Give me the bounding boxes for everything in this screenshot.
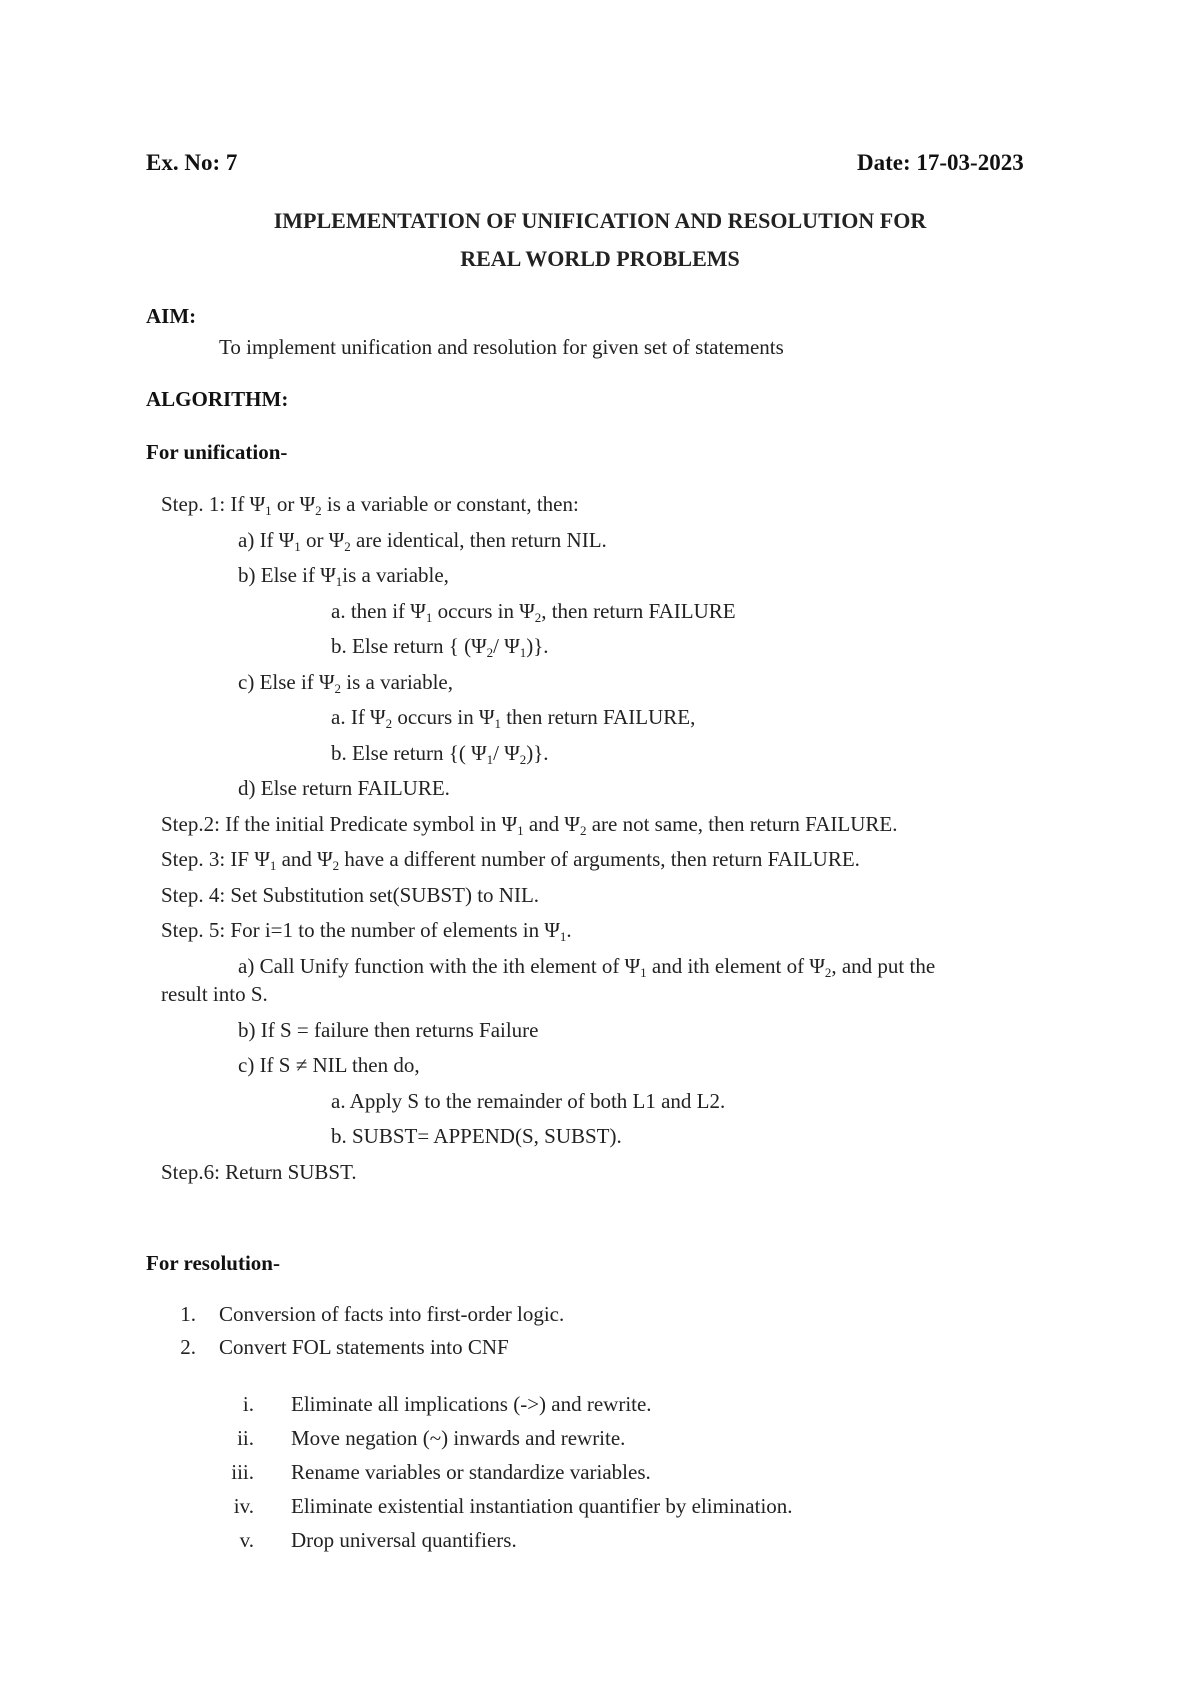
unification-step-1c-b: b. Else return {( $\Psi_1/$ $\Psi_2$)}. — [331, 741, 549, 767]
unification-step-1c-a: a. If $\Psi_2$ occurs in $\Psi_1$ then return FAILURE, — [331, 705, 696, 731]
unification-step-6: Step.6: Return SUBST. — [161, 1160, 357, 1184]
unification-step-5: Step. 5: For i=1 to the number of elements in $\Psi_1$. — [161, 918, 572, 944]
unification-step-3: Step. 3: IF $\Psi_1$ and $\Psi_2$ have a different number of arguments, then return FAILURE. — [161, 847, 860, 873]
aim-heading: AIM: — [146, 304, 197, 328]
aim-text: To implement unification and resolution for given set of statements — [219, 335, 784, 359]
unification-step-1b-b: b. Else return { ($\Psi_2/$ $\Psi_1$)}. — [331, 634, 549, 660]
unification-step-2: Step.2: If the initial Predicate symbol in $\Psi_1$ and $\Psi_2$ are not same, then return FAILURE. — [161, 812, 898, 838]
unification-step-5b: b) If S = failure then returns Failure — [238, 1018, 539, 1042]
unification-heading: For unification- — [146, 440, 288, 464]
unification-step-5c-a: a. Apply S to the remainder of both L1 and L2. — [331, 1089, 726, 1113]
page-title-line-1: IMPLEMENTATION OF UNIFICATION AND RESOLUTION FOR — [273, 208, 927, 233]
unification-step-5a-line-2: result into S. — [161, 982, 268, 1006]
unification-step-5c-b: b. SUBST= APPEND(S, SUBST). — [331, 1124, 622, 1148]
unification-step-4: Step. 4: Set Substitution set(SUBST) to NIL. — [161, 883, 540, 907]
exercise-number: Ex. No: 7 — [146, 150, 238, 175]
unification-step-1b: b) Else if $\Psi_1is$ a variable, — [238, 563, 449, 589]
algorithm-heading: ALGORITHM: — [146, 387, 289, 411]
document-page: Ex. No: 7 Date: 17-03-2023 IMPLEMENTATION OF UNIFICATION AND RESOLUTION FOR REAL WORLD PROBLEMS AIM: To implement unification and resolution for given set of statements ALGORITHM: For unification- Step. 1: If $\Psi_1$ or $\Psi_2$ is a variable or constant, then: a) If $\Psi_1$ or $\Psi_2$ are identical, then return NIL. b) Else if $\Psi_1is$ a variable, a. then if $\Psi_1$ occurs in $\Psi_2$, then return FAILURE b. Else return { ($\Psi_2/$ $\Psi_1$)}. c) Else if $\Psi_2$ is a variable, a. If $\Psi_2$ occurs in $\Psi_1$ then return FAILURE, b. Else return {( $\Psi_1/$ $\Psi_2$)}. d) Else return FAILURE. Step.2: If the initial Predicate symbol in $\Psi_1$ and $\Psi_2$ are not same, then return FAILURE. Step. 3: IF $\Psi_1$ and $\Psi_2$ have a different number of arguments, then return FAILURE. Step. 4: Set Substitution set(SUBST) to NIL. Step. 5: For i=1 to the number of elements in $\Psi_1$. a) Call Unify function with the ith element of $\Psi_1$ and ith element of $\Psi_2$, and put the result into S. b) If S = failure then returns Failure c) If S ≠ NIL then do, a. Apply S to the remainder of both L1 and L2. b. SUBST= APPEND(S, SUBST). Step.6: Return SUBST. For resolution- 1. Conversion of facts into first-order logic. 2. Convert FOL statements into CNF i. Eliminate all implications (->) and rewrite. ii. Move negation (~) inwards and rewrite. iii. Rename variables or standardize variables. iv. Eliminate existential instantiation quantifier by elimination. v. Drop universal quantifiers. — [0, 0, 1200, 1698]
unification-step-1d: d) Else return FAILURE. — [238, 776, 450, 800]
unification-step-1c: c) Else if $\Psi_2$ is a variable, — [238, 670, 453, 696]
resolution-heading: For resolution- — [146, 1251, 280, 1275]
unification-step-5c: c) If S ≠ NIL then do, — [238, 1053, 420, 1077]
exercise-date: Date: 17-03-2023 — [857, 150, 1024, 175]
unification-step-1b-a: a. then if $\Psi_1$ occurs in $\Psi_2$, then return FAILURE — [331, 599, 736, 625]
unification-step-1: Step. 1: If $\Psi_1$ or $\Psi_2$ is a variable or constant, then: — [161, 492, 579, 518]
page-title-line-2: REAL WORLD PROBLEMS — [460, 246, 740, 271]
unification-step-5a-line-1: a) Call Unify function with the ith element of $\Psi_1$ and ith element of $\Psi_2$, and put the — [238, 954, 936, 980]
unification-step-1a: a) If $\Psi_1$ or $\Psi_2$ are identical, then return NIL. — [238, 528, 607, 554]
